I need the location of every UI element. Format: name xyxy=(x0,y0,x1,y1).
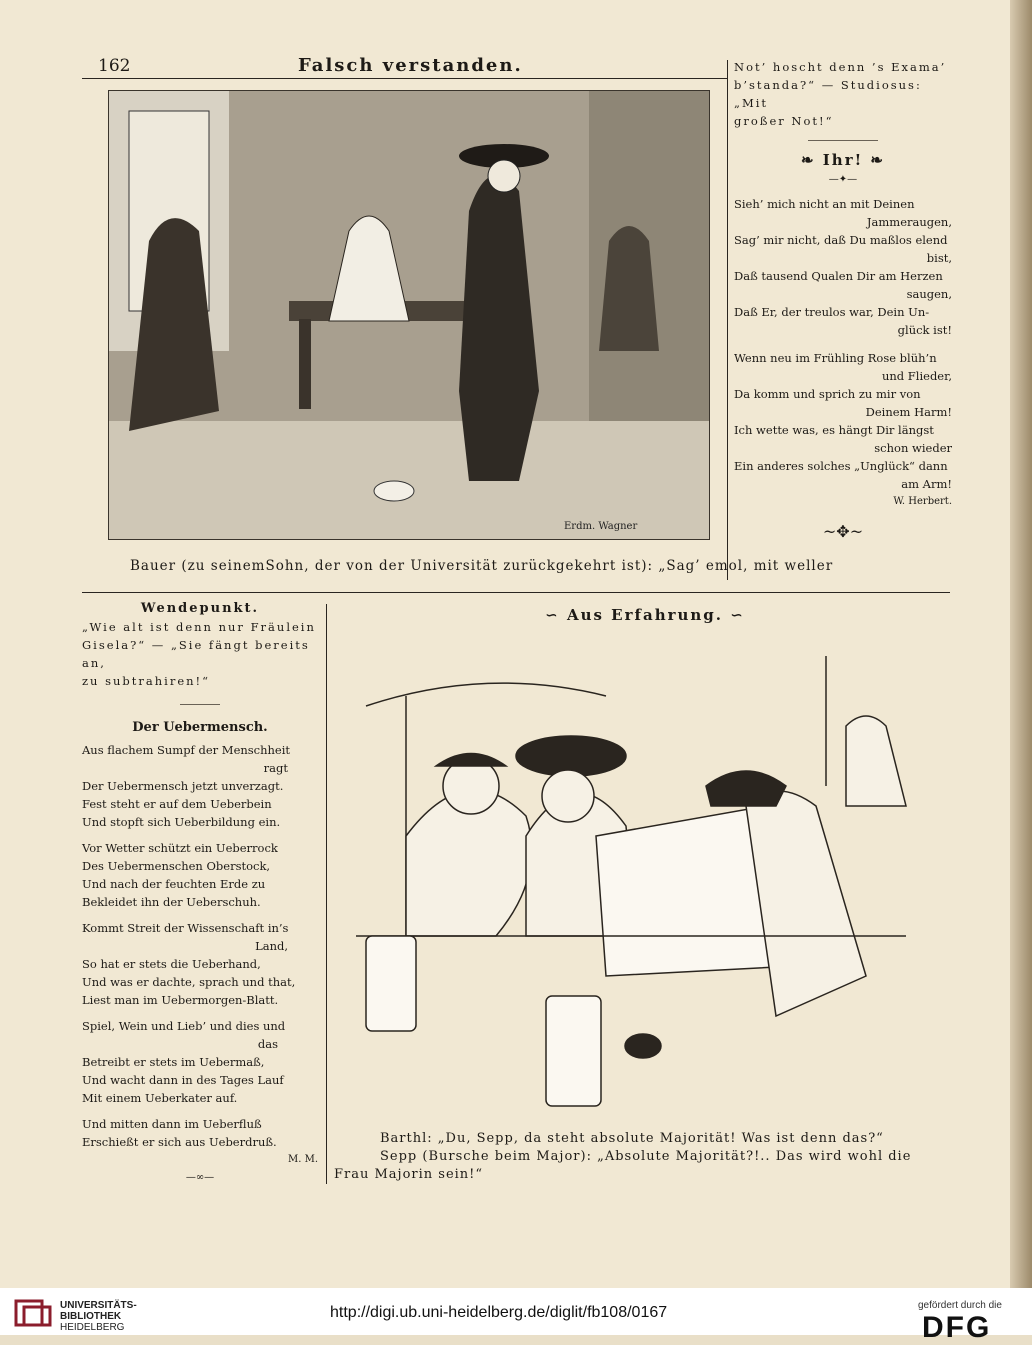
text-line: bist, xyxy=(926,251,952,265)
author: W. Herbert. xyxy=(893,496,952,507)
library-name-line: UNIVERSITÄTS- xyxy=(60,1300,137,1311)
text-line: großer Not!“ xyxy=(734,114,834,128)
text-line: Des Uebermenschen Oberstock, xyxy=(82,859,271,873)
column-rule xyxy=(326,604,327,1184)
funding-note: gefördert durch die xyxy=(918,1300,1002,1311)
text-line: Vor Wetter schützt ein Ueberrock xyxy=(82,841,278,855)
stanza xyxy=(734,195,952,339)
text-line: b’standa?“ — Studiosus: „Mit xyxy=(734,78,922,110)
ornament-icon: —✦— xyxy=(828,174,858,185)
bottom-title xyxy=(505,606,785,624)
text-line: Aus flachem Sumpf der Menschheit xyxy=(82,743,291,757)
left-column xyxy=(82,600,318,1187)
text-line: Jammeraugen, xyxy=(866,215,952,229)
tavern-illustration xyxy=(108,90,710,540)
flourish-icon: ❧ xyxy=(863,151,885,169)
library-logo-icon xyxy=(14,1297,54,1329)
text-line: glück ist! xyxy=(897,323,952,337)
stanza xyxy=(82,1017,318,1107)
text-line: Deinem Harm! xyxy=(865,405,952,419)
text-line: Land, xyxy=(255,939,288,953)
text-line: Und nach der feuchten Erde zu xyxy=(82,877,266,891)
text-line: schon wieder xyxy=(874,441,952,455)
library-name-line: HEIDELBERG xyxy=(60,1322,125,1333)
text-line: Spiel, Wein und Lieb’ und dies und xyxy=(82,1019,286,1033)
library-name-line: BIBLIOTHEK xyxy=(60,1311,122,1322)
beergarden-illustration xyxy=(346,636,942,1122)
flourish-icon: ❧ xyxy=(800,151,823,169)
text-line: Not’ hoscht denn ’s Exama’ xyxy=(734,60,947,74)
text-line: Sag’ mir nicht, daß Du maßlos elend xyxy=(734,233,948,247)
text-line: Mit einem Ueberkater auf. xyxy=(82,1091,238,1105)
right-column xyxy=(734,58,952,541)
text-line: Daß tausend Qualen Dir am Herzen xyxy=(734,269,943,283)
text-line: Gisela?“ — „Sie fängt bereits an, xyxy=(82,638,310,670)
source-url[interactable]: http://digi.ub.uni-heidelberg.de/diglit/fb108/0167 xyxy=(330,1304,668,1321)
text-line: Sieh’ mich nicht an mit Deinen xyxy=(734,197,915,211)
dfg-logo: DFG xyxy=(922,1311,992,1344)
poem-title-text: Ihr! xyxy=(822,151,864,169)
page-binding xyxy=(1010,0,1032,1288)
text-line: Kommt Streit der Wissenschaft in’s xyxy=(82,921,289,935)
text-line: Und mitten dann im Ueberfluß xyxy=(82,1117,262,1131)
text-line: ragt xyxy=(263,761,288,775)
text-line: Ein anderes solches „Unglück“ dann xyxy=(734,459,948,473)
text-line: Bekleidet ihn der Ueberschuh. xyxy=(82,895,261,909)
text-line: Daß Er, der treulos war, Dein Un- xyxy=(734,305,930,319)
mid-rule xyxy=(82,592,950,593)
text-line: Und wacht dann in des Tages Lauf xyxy=(82,1073,284,1087)
text-line: Frau Majorin sein!“ xyxy=(334,1167,484,1182)
stanza xyxy=(82,1115,318,1151)
text-line: „Wie alt ist denn nur Fräulein xyxy=(82,620,316,634)
text-line: am Arm! xyxy=(901,477,952,491)
text-line: Und was er dachte, sprach und that, xyxy=(82,975,296,989)
divider xyxy=(180,704,220,705)
author: M. M. xyxy=(287,1154,318,1165)
text-line: Betreibt er stets im Uebermaß, xyxy=(82,1055,265,1069)
text-line: Sepp (Bursche beim Major): „Absolute Majorität?!.. Das wird wohl die xyxy=(380,1149,912,1164)
top-caption: Bauer (zu seinemSohn, der von der Universität zurückgekehrt ist): „Sag’ emol, mit weller xyxy=(130,558,834,574)
poem-title xyxy=(734,151,952,169)
text-line: Wenn neu im Frühling Rose blüh’n xyxy=(734,351,937,365)
text-line: das xyxy=(257,1037,278,1051)
flourish-icon: ∽ xyxy=(723,606,745,624)
library-name xyxy=(60,1300,137,1333)
stanza xyxy=(734,349,952,493)
text-line: Ich wette was, es hängt Dir längst xyxy=(734,423,934,437)
text-line: Liest man im Uebermorgen-Blatt. xyxy=(82,993,279,1007)
page-number: 162 xyxy=(98,56,131,76)
text-line: So hat er stets die Ueberhand, xyxy=(82,957,261,971)
divider xyxy=(808,140,878,141)
text-line: Erschießt er sich aus Ueberdruß. xyxy=(82,1135,277,1149)
flourish-icon: ∽ xyxy=(545,606,567,624)
bottom-title-text: Aus Erfahrung. xyxy=(566,606,724,624)
stanza xyxy=(82,839,318,911)
text-line: und Flieder, xyxy=(881,369,952,383)
page-title: Falsch verstanden. xyxy=(298,55,523,76)
ornament-icon: —∞— xyxy=(185,1172,215,1183)
text-line: Da komm und sprich zu mir von xyxy=(734,387,921,401)
text-line: Fest steht er auf dem Ueberbein xyxy=(82,797,272,811)
poem-title: Der Uebermensch. xyxy=(132,720,268,735)
text-line: Der Uebermensch jetzt unverzagt. xyxy=(82,779,284,793)
column-rule xyxy=(727,60,728,580)
text-line: zu subtrahiren!“ xyxy=(82,674,211,688)
bottom-caption xyxy=(334,1130,950,1184)
stanza xyxy=(82,741,318,831)
text-line: Und stopft sich Ueberbildung ein. xyxy=(82,815,281,829)
header-rule xyxy=(82,78,728,79)
stanza xyxy=(82,919,318,1009)
ornament-icon: ~✥~ xyxy=(822,522,864,541)
text-line: Barthl: „Du, Sepp, da steht absolute Majorität! Was ist denn das?“ xyxy=(380,1131,884,1146)
text-line: saugen, xyxy=(906,287,952,301)
tavern-illustration-drawing xyxy=(109,91,709,539)
artist-signature: Erdm. Wagner xyxy=(564,521,638,532)
section-title: Wendepunkt. xyxy=(140,601,260,616)
beergarden-illustration-drawing xyxy=(346,636,942,1122)
